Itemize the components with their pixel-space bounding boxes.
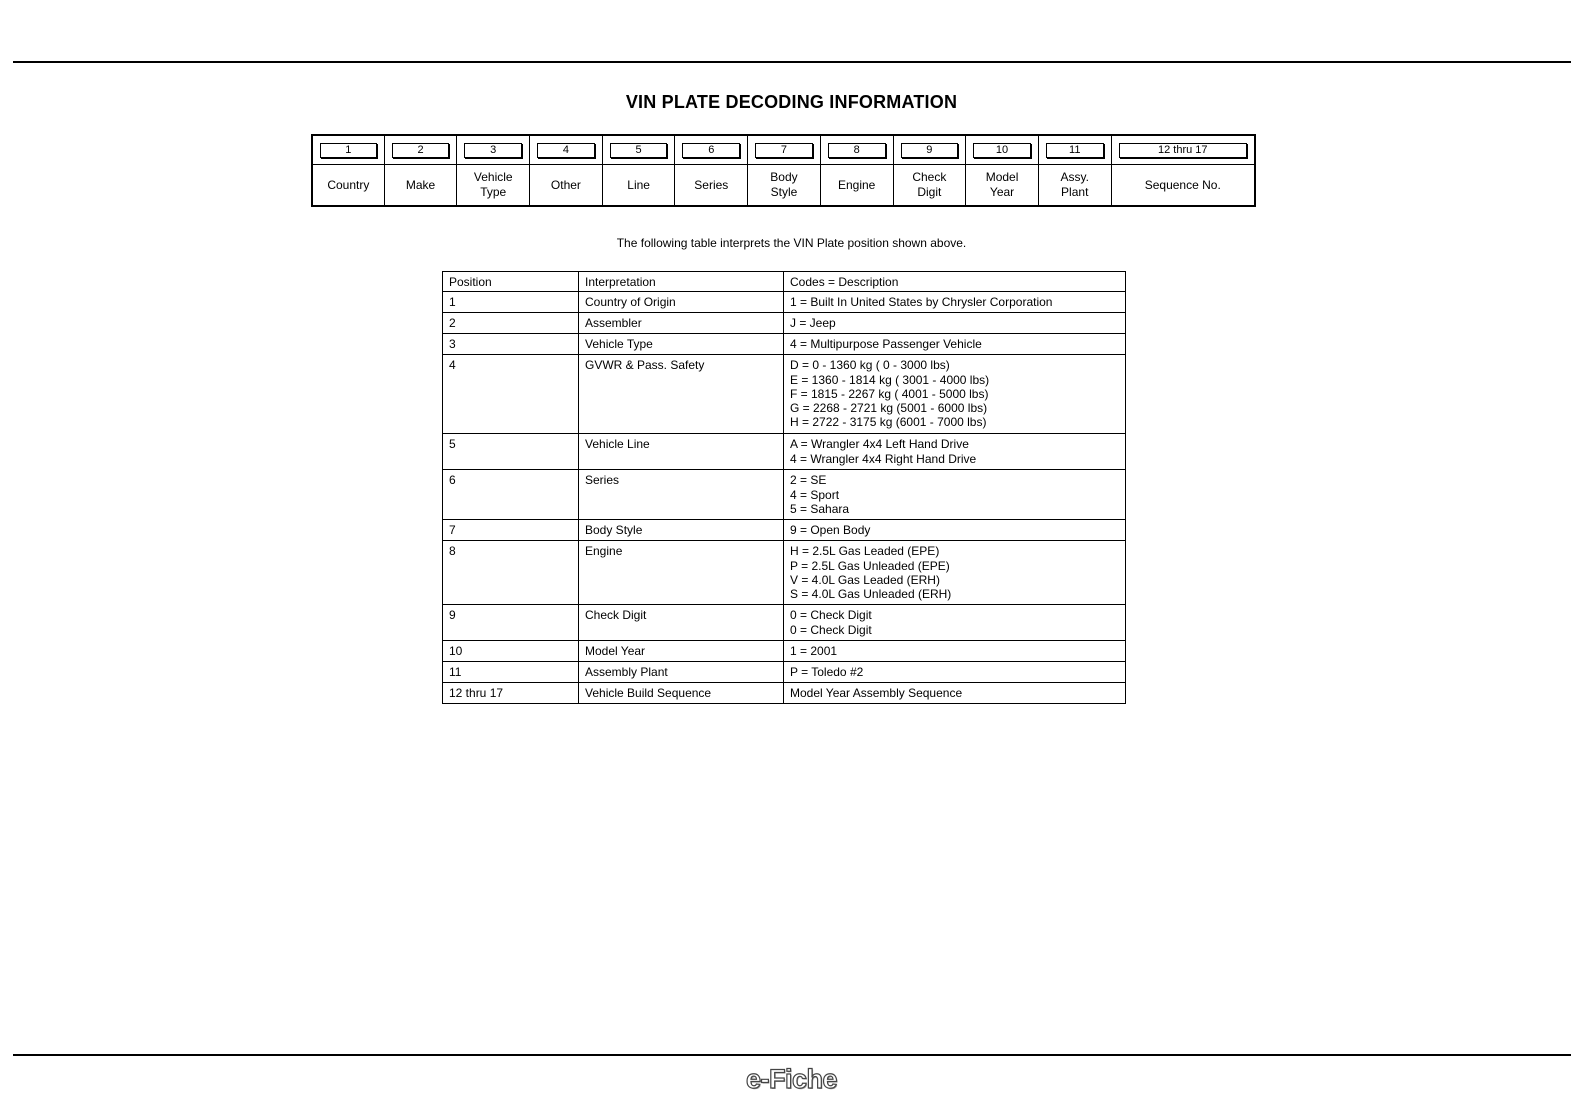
vin-position-number: 2: [392, 143, 450, 158]
table-row: [443, 662, 1126, 683]
vin-position-slot: [1039, 136, 1111, 165]
table-row: [443, 683, 1126, 704]
table-row: [443, 520, 1126, 541]
vin-position-label: Make: [405, 177, 436, 192]
cell-position: 5: [443, 434, 579, 470]
column-header: Interpretation: [579, 272, 784, 292]
vin-position-slot: [821, 136, 893, 165]
vin-position-cell: [894, 136, 967, 205]
vin-position-slot: [530, 136, 602, 165]
vin-position-slot: [603, 136, 675, 165]
vin-position-label: Check Digit: [912, 170, 947, 199]
vin-position-cell: [313, 136, 385, 205]
cell-interpretation: Body Style: [579, 520, 784, 541]
cell-position: 9: [443, 605, 579, 641]
vin-position-number: 7: [755, 143, 813, 158]
vin-position-number: 4: [537, 143, 595, 158]
cell-codes: 0 = Check Digit 0 = Check Digit: [784, 605, 1126, 641]
table-row: [443, 355, 1126, 434]
page-title: VIN PLATE DECODING INFORMATION: [625, 92, 958, 112]
vin-position-slot: [457, 136, 529, 165]
vin-position-cell: [530, 136, 603, 205]
cell-interpretation: Country of Origin: [579, 292, 784, 313]
cell-interpretation: Series: [579, 470, 784, 520]
cell-interpretation: Vehicle Type: [579, 334, 784, 355]
table-caption: The following table interprets the VIN Plate position shown above.: [616, 236, 967, 250]
cell-interpretation: GVWR & Pass. Safety: [579, 355, 784, 434]
vin-position-slot: [966, 136, 1038, 165]
vin-position-number: 10: [973, 143, 1031, 158]
cell-position: 7: [443, 520, 579, 541]
cell-codes: A = Wrangler 4x4 Left Hand Drive 4 = Wrangler 4x4 Right Hand Drive: [784, 434, 1126, 470]
vin-position-cell: [1039, 136, 1112, 205]
cell-interpretation: Assembler: [579, 313, 784, 334]
table-row: [443, 313, 1126, 334]
vin-position-slot: [1112, 136, 1254, 165]
cell-codes: J = Jeep: [784, 313, 1126, 334]
cell-interpretation: Engine: [579, 541, 784, 605]
cell-position: 6: [443, 470, 579, 520]
cell-codes: 1 = Built In United States by Chrysler Corporation: [784, 292, 1126, 313]
vin-position-label: Vehicle Type: [473, 170, 513, 199]
vin-position-cell: [966, 136, 1039, 205]
cell-interpretation: Check Digit: [579, 605, 784, 641]
vin-position-cell: [603, 136, 676, 205]
vin-position-slot: [385, 136, 457, 165]
table-row: [443, 334, 1126, 355]
cell-codes: 9 = Open Body: [784, 520, 1126, 541]
vin-position-slot: [748, 136, 820, 165]
vin-position-label: Country: [327, 177, 370, 192]
cell-position: 2: [443, 313, 579, 334]
vin-position-cell: [457, 136, 530, 205]
vin-position-cell: [821, 136, 894, 205]
table-row: [443, 292, 1126, 313]
vin-position-number: 8: [828, 143, 886, 158]
vin-position-number: 5: [610, 143, 668, 158]
vin-position-number: 12 thru 17: [1119, 143, 1247, 158]
vin-position-label: Model Year: [985, 170, 1019, 199]
cell-codes: H = 2.5L Gas Leaded (EPE) P = 2.5L Gas Unleaded (EPE) V = 4.0L Gas Leaded (ERH) S = 4.0L Gas Unleaded (ERH): [784, 541, 1126, 605]
cell-codes: D = 0 - 1360 kg ( 0 - 3000 lbs) E = 1360 - 1814 kg ( 3001 - 4000 lbs) F = 1815 - 2267 kg ( 4001 - 5000 lbs) G = 2268 - 2721 kg (5001 - 6000 lbs) H = 2722 - 3175 kg (6001 - 7000 lbs): [784, 355, 1126, 434]
table-row: [443, 434, 1126, 470]
vin-diagram: [311, 134, 1256, 207]
cell-interpretation: Assembly Plant: [579, 662, 784, 683]
cell-codes: 2 = SE 4 = Sport 5 = Sahara: [784, 470, 1126, 520]
top-divider: [13, 61, 1571, 63]
vin-position-number: 1: [320, 143, 377, 158]
vin-position-number: 6: [682, 143, 740, 158]
vin-position-number: 11: [1046, 143, 1104, 158]
column-header: Position: [443, 272, 579, 292]
cell-codes: 4 = Multipurpose Passenger Vehicle: [784, 334, 1126, 355]
cell-interpretation: Vehicle Build Sequence: [579, 683, 784, 704]
vin-position-number: 9: [901, 143, 959, 158]
vin-decoding-table: [442, 271, 1126, 704]
cell-position: 10: [443, 641, 579, 662]
column-header: Codes = Description: [784, 272, 1126, 292]
vin-position-cell: [1112, 136, 1254, 205]
bottom-divider: [13, 1054, 1571, 1056]
cell-position: 11: [443, 662, 579, 683]
vin-position-label: Line: [627, 177, 650, 192]
table-header-row: [443, 272, 1126, 292]
table-row: [443, 641, 1126, 662]
vin-position-slot: [894, 136, 966, 165]
cell-position: 4: [443, 355, 579, 434]
cell-position: 3: [443, 334, 579, 355]
vin-position-slot: [675, 136, 747, 165]
vin-position-label: Assy. Plant: [1060, 170, 1089, 199]
efiche-logo: e-Fiche: [745, 1064, 838, 1094]
vin-position-label: Body Style: [770, 170, 798, 199]
table-row: [443, 470, 1126, 520]
cell-position: 1: [443, 292, 579, 313]
cell-interpretation: Vehicle Line: [579, 434, 784, 470]
table-row: [443, 541, 1126, 605]
cell-position: 12 thru 17: [443, 683, 579, 704]
cell-codes: 1 = 2001: [784, 641, 1126, 662]
vin-position-label: Series: [694, 177, 729, 192]
vin-position-slot: [313, 136, 384, 165]
table-row: [443, 605, 1126, 641]
vin-position-label: Sequence No.: [1144, 177, 1221, 192]
cell-codes: Model Year Assembly Sequence: [784, 683, 1126, 704]
cell-interpretation: Model Year: [579, 641, 784, 662]
vin-position-number: 3: [464, 143, 522, 158]
vin-position-label: Other: [550, 177, 581, 192]
vin-position-cell: [385, 136, 458, 205]
cell-position: 8: [443, 541, 579, 605]
vin-position-label: Engine: [837, 177, 876, 192]
vin-position-cell: [675, 136, 748, 205]
cell-codes: P = Toledo #2: [784, 662, 1126, 683]
vin-position-cell: [748, 136, 821, 205]
